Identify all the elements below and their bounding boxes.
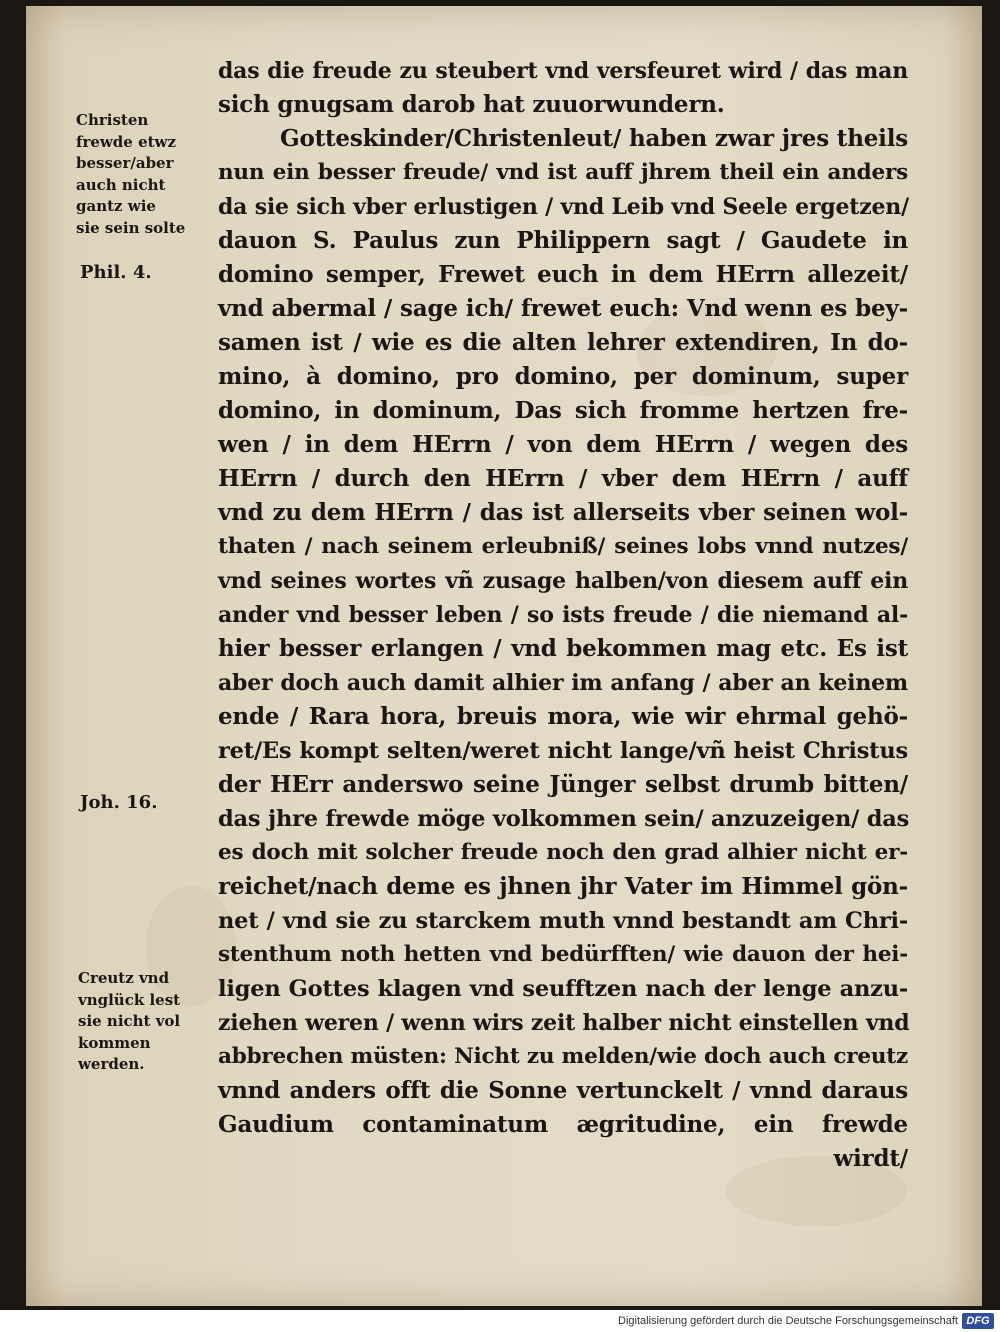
body-line: thaten / nach seinem erleubniß/ seines lobs vnnd nutzes/ — [218, 534, 908, 559]
funding-footer — [0, 1310, 1000, 1332]
body-line: nun ein besser freude/ vnd ist auff jhrem theil ein anders — [218, 160, 908, 185]
body-line: net / vnd sie zu starckem muth vnnd bestandt am Chri- — [218, 908, 908, 934]
margin-note-christen-frewde: Christen frewde etwz besser/aber auch nicht gantz wie sie sein solte — [76, 111, 186, 237]
body-line: aber doch auch damit alhier im anfang / aber an keinem — [218, 670, 908, 696]
body-line: Gotteskinder/Christenleut/ haben zwar jres theils — [280, 125, 908, 152]
body-line: reichet/nach deme es jhnen jhr Vater im Himmel gön- — [218, 873, 908, 900]
body-line: ret/Es kompt selten/weret nicht lange/vñ heist Christus — [218, 738, 908, 764]
body-line: dauon S. Paulus zun Philippern sagt / Gaudete in — [218, 227, 908, 254]
funding-notice: Digitalisierung gefördert durch die Deutsche Forschungsgemeinschaft — [618, 1315, 958, 1327]
body-line: das jhre frewde möge volkommen sein/ anzuzeigen/ das — [218, 806, 910, 832]
body-line: samen ist / wie es die alten lehrer extendiren, In do- — [218, 329, 908, 356]
body-line: vnd abermal / sage ich/ frewet euch: Vnd wenn es bey- — [218, 295, 908, 322]
body-line: ander vnd besser leben / so ists freude / die niemand al- — [218, 602, 908, 628]
body-line: ligen Gottes klagen vnd seufftzen nach der lenge anzu- — [218, 976, 908, 1002]
margin-note-joh-16: Joh. 16. — [80, 792, 158, 813]
body-line: vnd seines wortes vñ zusage halben/von diesem auff ein — [218, 568, 908, 594]
body-line: ende / Rara hora, breuis mora, wie wir ehrmal gehö- — [218, 703, 908, 730]
body-line: vnnd anders offt die Sonne vertunckelt / vnnd daraus — [218, 1077, 908, 1104]
body-line: da sie sich vber erlustigen / vnd Leib vnd Seele ergetzen/ — [218, 194, 909, 220]
body-line: mino, à domino, pro domino, per dominum, super — [218, 363, 908, 390]
body-line: wen / in dem HErrn / von dem HErrn / wegen des — [218, 431, 908, 458]
body-line: Gaudium contaminatum ægritudine, ein frewde — [218, 1111, 908, 1138]
body-line: ziehen weren / wenn wirs zeit halber nicht einstellen vnd — [218, 1010, 910, 1036]
margin-note-creutz-vnd-vngluck: Creutz vnd vnglück lest sie nicht vol kommen werden. — [78, 969, 181, 1073]
body-line: der HErr anderswo seine Jünger selbst drumb bitten/ — [218, 771, 908, 798]
body-line: das die freude zu steubert vnd versfeuret wird / das man — [218, 58, 908, 84]
dfg-logo: DFG — [962, 1313, 994, 1329]
body-line: hier besser erlangen / vnd bekommen mag etc. Es ist — [218, 635, 908, 662]
body-line: vnd zu dem HErrn / das ist allerseits vber seinen wol- — [218, 499, 908, 526]
margin-note-phil-4: Phil. 4. — [80, 262, 152, 283]
body-line: stenthum noth hetten vnd bedürfften/ wie dauon der hei- — [218, 942, 908, 967]
body-line: sich gnugsam darob hat zuuorwundern. — [218, 91, 725, 118]
body-line: domino semper, Frewet euch in dem HErrn allezeit/ — [218, 261, 908, 288]
body-line: HErrn / durch den HErrn / vber dem HErrn / auff — [218, 465, 908, 492]
body-line: abbrechen müsten: Nicht zu melden/wie doch auch creutz — [218, 1044, 909, 1069]
body-line: domino, in dominum, Das sich fromme hertzen fre- — [218, 397, 908, 424]
body-line: es doch mit solcher freude noch den grad alhier nicht er- — [218, 840, 908, 865]
catchword: wirdt/ — [833, 1145, 908, 1172]
